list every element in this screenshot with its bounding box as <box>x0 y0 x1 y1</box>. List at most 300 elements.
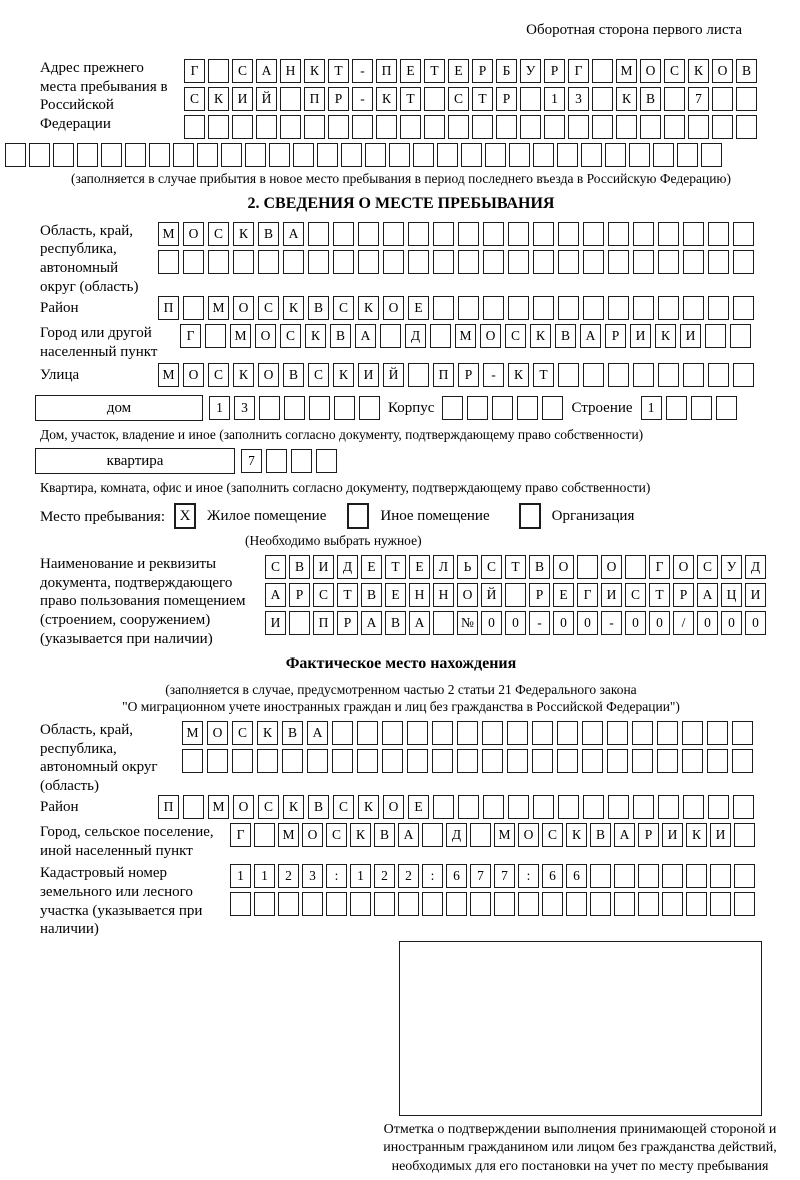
char-box <box>568 115 589 139</box>
char-box <box>633 222 654 246</box>
char-box: 3 <box>302 864 323 888</box>
char-box: 0 <box>625 611 646 635</box>
char-box <box>433 250 454 274</box>
actual-region-row-2 <box>182 749 753 773</box>
char-box <box>448 115 469 139</box>
char-box <box>302 892 323 916</box>
char-box: С <box>333 296 354 320</box>
char-box: 0 <box>505 611 526 635</box>
char-box: Г <box>649 555 670 579</box>
char-box <box>657 721 678 745</box>
char-box <box>508 795 529 819</box>
char-box: А <box>697 583 718 607</box>
document-row-3 <box>265 611 766 635</box>
char-box <box>736 115 757 139</box>
stay-type-line <box>40 503 762 529</box>
char-box <box>691 396 712 420</box>
char-box: 6 <box>446 864 467 888</box>
char-box: С <box>184 87 205 111</box>
char-box: 7 <box>241 449 262 473</box>
actual-city-block <box>40 823 762 860</box>
char-box <box>608 363 629 387</box>
char-box <box>683 296 704 320</box>
char-box: Р <box>328 87 349 111</box>
char-box: 0 <box>745 611 766 635</box>
char-box <box>592 87 613 111</box>
char-box <box>422 892 443 916</box>
char-box: 6 <box>566 864 587 888</box>
char-box <box>266 449 287 473</box>
char-box <box>359 396 380 420</box>
char-box: В <box>330 324 351 348</box>
district-label: Район <box>40 300 79 317</box>
actual-district-row <box>158 795 754 819</box>
char-box <box>184 115 205 139</box>
char-box: В <box>555 324 576 348</box>
char-box <box>284 396 305 420</box>
char-box: 1 <box>209 396 230 420</box>
char-box <box>433 222 454 246</box>
char-box: Р <box>458 363 479 387</box>
char-box <box>590 892 611 916</box>
char-box: К <box>358 296 379 320</box>
char-box <box>332 749 353 773</box>
char-box: П <box>313 611 334 635</box>
char-box: О <box>640 59 661 83</box>
char-box: А <box>307 721 328 745</box>
char-box: М <box>616 59 637 83</box>
char-box <box>607 721 628 745</box>
char-box <box>708 296 729 320</box>
char-box <box>208 250 229 274</box>
char-box <box>197 143 218 167</box>
char-box <box>582 721 603 745</box>
previous-address-row-1 <box>184 59 757 83</box>
char-box: С <box>258 795 279 819</box>
char-box: С <box>448 87 469 111</box>
cadastre-block <box>40 864 762 938</box>
char-box: И <box>358 363 379 387</box>
char-box: А <box>265 583 286 607</box>
char-box: Й <box>383 363 404 387</box>
char-box: О <box>383 296 404 320</box>
char-box: О <box>553 555 574 579</box>
char-box <box>205 324 226 348</box>
char-box: Р <box>496 87 517 111</box>
char-box: П <box>304 87 325 111</box>
char-box <box>708 795 729 819</box>
char-box: Т <box>649 583 670 607</box>
char-box <box>398 892 419 916</box>
char-box <box>413 143 434 167</box>
region-row-2 <box>158 250 754 274</box>
char-box: Р <box>544 59 565 83</box>
char-box <box>542 892 563 916</box>
char-box: С <box>208 222 229 246</box>
char-box <box>424 115 445 139</box>
char-box: А <box>409 611 430 635</box>
char-box: Р <box>337 611 358 635</box>
char-box <box>496 115 517 139</box>
other-premises-checkbox <box>347 503 369 529</box>
char-box: Г <box>577 583 598 607</box>
char-box: Е <box>400 59 421 83</box>
char-box: К <box>333 363 354 387</box>
char-box <box>283 250 304 274</box>
char-box: И <box>630 324 651 348</box>
char-box: А <box>361 611 382 635</box>
char-box <box>629 143 650 167</box>
apartment-line <box>35 448 762 474</box>
char-box <box>710 864 731 888</box>
char-box: М <box>455 324 476 348</box>
char-box <box>254 823 275 847</box>
char-box <box>29 143 50 167</box>
char-box: 1 <box>350 864 371 888</box>
actual-region-rows <box>182 721 753 777</box>
char-box: Т <box>505 555 526 579</box>
char-box <box>509 143 530 167</box>
char-box <box>432 721 453 745</box>
char-box: П <box>158 296 179 320</box>
char-box <box>293 143 314 167</box>
previous-address-row-3 <box>184 115 757 139</box>
char-box <box>207 749 228 773</box>
char-box <box>507 749 528 773</box>
char-box: Т <box>472 87 493 111</box>
char-box <box>257 749 278 773</box>
char-box: О <box>457 583 478 607</box>
char-box: Р <box>472 59 493 83</box>
char-box <box>173 143 194 167</box>
char-box: М <box>158 363 179 387</box>
char-box <box>707 749 728 773</box>
char-box <box>258 250 279 274</box>
char-box: В <box>385 611 406 635</box>
char-box <box>308 250 329 274</box>
char-box: Е <box>361 555 382 579</box>
char-box <box>577 555 598 579</box>
char-box <box>457 721 478 745</box>
char-box: - <box>483 363 504 387</box>
char-box: : <box>326 864 347 888</box>
char-box: И <box>680 324 701 348</box>
house-label: дом <box>106 399 132 416</box>
char-box: 0 <box>481 611 502 635</box>
actual-region-label: Область, край, республика, автономный округ (область) <box>40 721 158 794</box>
char-box <box>53 143 74 167</box>
stay-type-label: Место пребывания: <box>40 509 165 526</box>
char-box <box>183 795 204 819</box>
char-box: 0 <box>553 611 574 635</box>
char-box <box>470 823 491 847</box>
char-box <box>208 115 229 139</box>
char-box: К <box>233 222 254 246</box>
char-box <box>357 749 378 773</box>
char-box <box>633 363 654 387</box>
char-box <box>437 143 458 167</box>
char-box: П <box>376 59 397 83</box>
char-box <box>221 143 242 167</box>
char-box <box>582 749 603 773</box>
char-box <box>632 721 653 745</box>
city-row <box>180 324 751 348</box>
char-box <box>734 864 755 888</box>
char-box: Т <box>337 583 358 607</box>
char-box <box>532 721 553 745</box>
char-box: 2 <box>398 864 419 888</box>
char-box <box>683 795 704 819</box>
char-box: 7 <box>494 864 515 888</box>
char-box: В <box>374 823 395 847</box>
char-box: С <box>308 363 329 387</box>
char-box: 2 <box>374 864 395 888</box>
organization-label: Организация <box>551 507 635 524</box>
char-box <box>483 296 504 320</box>
char-box <box>557 143 578 167</box>
char-box: О <box>601 555 622 579</box>
char-box: И <box>232 87 253 111</box>
char-box: С <box>280 324 301 348</box>
char-box <box>583 222 604 246</box>
stamp-caption: Отметка о подтверждении выполнения принимающей стороной и иностранным гражданином или лицом без гражданства действий, необходимых для его постановки на учет по месту пребывания <box>383 1121 777 1174</box>
street-block <box>40 363 762 391</box>
char-box: 1 <box>641 396 662 420</box>
char-box <box>494 892 515 916</box>
char-box <box>557 749 578 773</box>
previous-address-note: (заполняется в случае прибытия в новое место пребывания в период последнего въезда в Российскую Федерацию) <box>70 171 732 186</box>
char-box <box>658 363 679 387</box>
char-box <box>383 250 404 274</box>
char-box: С <box>542 823 563 847</box>
char-box <box>732 721 753 745</box>
char-box: И <box>710 823 731 847</box>
char-box <box>400 115 421 139</box>
char-box <box>608 250 629 274</box>
char-box: Т <box>533 363 554 387</box>
corner-note: Оборотная сторона первого листа <box>526 22 742 38</box>
char-box <box>485 143 506 167</box>
char-box: - <box>352 59 373 83</box>
char-box <box>508 222 529 246</box>
actual-region-row-1 <box>182 721 753 745</box>
char-box: К <box>350 823 371 847</box>
char-box: 6 <box>542 864 563 888</box>
char-box: А <box>614 823 635 847</box>
char-box <box>712 115 733 139</box>
char-box: В <box>590 823 611 847</box>
char-box <box>605 143 626 167</box>
char-box: О <box>673 555 694 579</box>
char-box <box>730 324 751 348</box>
char-box: С <box>313 583 334 607</box>
char-box <box>533 143 554 167</box>
char-box <box>326 892 347 916</box>
char-box <box>583 363 604 387</box>
char-box <box>638 864 659 888</box>
char-box: 3 <box>234 396 255 420</box>
char-box <box>433 795 454 819</box>
char-box <box>350 892 371 916</box>
char-box <box>707 721 728 745</box>
char-box <box>638 892 659 916</box>
char-box: К <box>566 823 587 847</box>
char-box <box>382 749 403 773</box>
char-box: Д <box>405 324 426 348</box>
char-box: Д <box>745 555 766 579</box>
char-box <box>616 115 637 139</box>
char-box: О <box>183 222 204 246</box>
char-box <box>558 250 579 274</box>
char-box <box>664 87 685 111</box>
char-box <box>732 749 753 773</box>
char-box <box>358 250 379 274</box>
apartment-note: Квартира, комната, офис и иное (заполнить согласно документу, подтверждающему право собственности) <box>40 480 651 496</box>
char-box <box>662 892 683 916</box>
char-box: О <box>712 59 733 83</box>
char-box <box>334 396 355 420</box>
char-box: О <box>302 823 323 847</box>
char-box <box>517 396 538 420</box>
char-box <box>254 892 275 916</box>
char-box: М <box>230 324 251 348</box>
char-box: В <box>308 296 329 320</box>
char-box <box>677 143 698 167</box>
char-box <box>430 324 451 348</box>
char-box <box>232 749 253 773</box>
char-box <box>289 611 310 635</box>
char-box: К <box>304 59 325 83</box>
char-box <box>332 721 353 745</box>
char-box <box>607 749 628 773</box>
char-box <box>245 143 266 167</box>
char-box <box>733 795 754 819</box>
actual-location-note-2: "О миграционном учете иностранных граждан и лиц без гражданства в Российской Федерации") <box>122 699 680 715</box>
char-box <box>558 296 579 320</box>
char-box <box>183 250 204 274</box>
char-box <box>483 795 504 819</box>
char-box: К <box>688 59 709 83</box>
char-box: К <box>655 324 676 348</box>
char-box <box>442 396 463 420</box>
char-box <box>125 143 146 167</box>
char-box: Г <box>568 59 589 83</box>
char-box <box>608 296 629 320</box>
char-box: С <box>481 555 502 579</box>
char-box <box>632 749 653 773</box>
char-box: В <box>283 363 304 387</box>
char-box <box>269 143 290 167</box>
char-box: И <box>745 583 766 607</box>
stroenie-label: Строение <box>571 399 633 416</box>
char-box: О <box>255 324 276 348</box>
char-box <box>208 59 229 83</box>
char-box: 1 <box>254 864 275 888</box>
char-box <box>472 115 493 139</box>
char-box: Г <box>230 823 251 847</box>
char-box <box>483 250 504 274</box>
previous-address-rows <box>184 59 757 143</box>
char-box <box>657 749 678 773</box>
char-box: К <box>376 87 397 111</box>
char-box: В <box>258 222 279 246</box>
char-box: 3 <box>568 87 589 111</box>
char-box <box>407 749 428 773</box>
char-box <box>508 250 529 274</box>
char-box: И <box>662 823 683 847</box>
char-box: Р <box>605 324 626 348</box>
char-box <box>683 222 704 246</box>
char-box <box>608 222 629 246</box>
char-box: Ц <box>721 583 742 607</box>
char-box: 1 <box>544 87 565 111</box>
char-box: В <box>640 87 661 111</box>
document-block <box>40 555 762 648</box>
region-block <box>40 222 762 296</box>
char-box: П <box>433 363 454 387</box>
char-box: К <box>305 324 326 348</box>
char-box: С <box>258 296 279 320</box>
char-box <box>149 143 170 167</box>
char-box: Н <box>409 583 430 607</box>
char-box: О <box>383 795 404 819</box>
region-row-1 <box>158 222 754 246</box>
char-box: Е <box>385 583 406 607</box>
char-box: К <box>508 363 529 387</box>
char-box <box>316 449 337 473</box>
char-box <box>581 143 602 167</box>
char-box <box>256 115 277 139</box>
char-box: К <box>283 296 304 320</box>
char-box: Р <box>289 583 310 607</box>
char-box <box>682 749 703 773</box>
char-box <box>382 721 403 745</box>
char-box <box>376 115 397 139</box>
stay-type-note: (Необходимо выбрать нужное) <box>245 533 422 549</box>
char-box <box>633 296 654 320</box>
char-box: С <box>208 363 229 387</box>
char-box <box>592 59 613 83</box>
char-box <box>608 795 629 819</box>
char-box: Д <box>446 823 467 847</box>
char-box <box>408 363 429 387</box>
char-box <box>686 864 707 888</box>
char-box: Г <box>184 59 205 83</box>
char-box: Д <box>337 555 358 579</box>
char-box <box>666 396 687 420</box>
char-box <box>304 115 325 139</box>
cadastre-row-2 <box>230 892 755 916</box>
char-box: М <box>278 823 299 847</box>
char-box: Н <box>433 583 454 607</box>
char-box <box>733 363 754 387</box>
city-block <box>40 324 762 361</box>
char-box: Й <box>256 87 277 111</box>
char-box: С <box>625 583 646 607</box>
char-box <box>710 892 731 916</box>
char-box: : <box>422 864 443 888</box>
section2-title: 2. СВЕДЕНИЯ О МЕСТЕ ПРЕБЫВАНИЯ <box>247 194 555 212</box>
char-box <box>566 892 587 916</box>
char-box <box>508 296 529 320</box>
char-box <box>664 115 685 139</box>
char-box: - <box>529 611 550 635</box>
other-premises-label: Иное помещение <box>380 507 490 524</box>
char-box: 7 <box>470 864 491 888</box>
char-box <box>77 143 98 167</box>
char-box: У <box>721 555 742 579</box>
char-box: М <box>494 823 515 847</box>
